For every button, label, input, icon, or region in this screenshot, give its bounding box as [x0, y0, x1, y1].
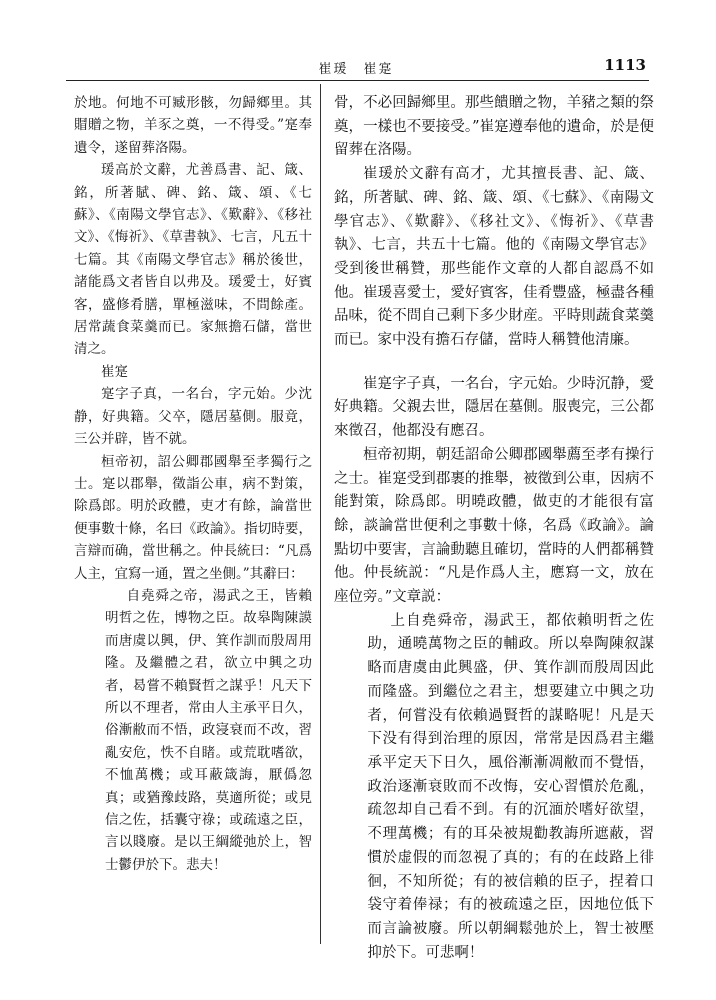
page-header — [66, 56, 646, 78]
page-number: 1113 — [604, 56, 646, 74]
translation-quotation: 上自堯舜帝，湯武王，都依賴明哲之佐助，通曉萬物之臣的輔政。所以皋陶陳叙謀略而唐虞由此興盛，伊、箕作訓而殷周因此而隆盛。到繼位之君主，想要建立中興之功者，何嘗没有依賴過賢哲的謀略呢！凡是天下没有得到治理的原因，常常是因爲君主繼承平定天下日久，風俗漸漸凋敝而不覺悟，政治逐漸衰敗而不改悔，安心習慣於危亂，疏忽却自己看不到。有的沉湎於嗜好欲望，不理萬機；有的耳朵被規勸教誨所遮蔽，習慣於虚假的而忽視了真的；有的在歧路上徘徊，不知所從；有的被信賴的臣子，捏着口袋守着俸禄；有的被疏遠之臣，因地位低下而言論被廢。所以朝綱鬆弛於上，智士被壓抑於下。可悲啊！ — [367, 612, 654, 961]
translation-paragraph-1: 骨，不必回歸鄉里。那些饋贈之物，羊豬之類的祭奠，一樣也不要接受。”崔寔遵奉他的遺命，於是便留葬在洛陽。 — [334, 95, 654, 159]
original-paragraph-3: 寔字子真，一名台，字元始。少沈静，好典籍。父卒，隱居墓側。服竟，三公并辟，皆不就。 — [74, 386, 312, 448]
running-title: 崔瑗 崔寔 — [318, 62, 394, 77]
header-rule — [66, 80, 649, 81]
original-text-column — [74, 92, 312, 876]
translation-paragraph-3: 崔寔字子真，一名台，字元始。少時沉静，愛好典籍。父親去世，隱居在墓側。服喪完，三公都來徵召，他都没有應召。 — [334, 375, 654, 440]
section-heading: 崔寔 — [101, 363, 128, 380]
translation-paragraph-2: 崔瑗於文辭有高才，尤其擅長書、記、箴、銘，所著賦、碑、銘、箴、頌、《七蘇》、《南陽文學官志》、《歎辭》、《移社文》、《悔祈》、《草書執》、七言，共五十七篇。他的《南陽文學官志》受到後世稱贊，那些能作文章的人都自認爲不如他。崔瑗喜愛士，愛好賓客，佳肴豐盛，極盡各種品味，從不問自己剩下多少財産。平時則蔬食菜羹而已。家中没有擔石存儲，當時人稱贊他清廉。 — [334, 166, 654, 349]
original-paragraph-1: 於地。何地不可臧形骸，勿歸鄉里。其賵贈之物，羊豕之奠，一不得受。”寔奉遺令，遂留葬洛陽。 — [74, 95, 312, 156]
original-quotation: 自堯舜之帝，湯武之王，皆賴明哲之佐，博物之臣。故皋陶陳謨而唐虞以興，伊、箕作訓而殷周用隆。及繼體之君，欲立中興之功者，曷嘗不賴賢哲之謀乎！凡天下所以不理者，常由人主承平日久，俗漸敝而不悟，政寖衰而不改，習亂安危，怢不自睹。或荒耽嗜欲，不恤萬機；或耳蔽箴誨，厭僞忽真；或猶豫歧路，莫適所從；或見信之佐，括囊守祿；或疏遠之臣，言以賤廢。是以王綱縱弛於上，智士鬱伊於下。悲夫！ — [105, 587, 312, 873]
translation-column — [334, 92, 654, 965]
section-gap — [334, 353, 654, 373]
original-paragraph-4: 桓帝初，詔公卿郡國舉至孝獨行之士。寔以郡舉，徵詣公車，病不對策，除爲郎。明於政體，吏才有餘，論當世便事數十條，名曰《政論》。指切時要，言辯而确，當世稱之。仲長統曰：“凡爲人主，宜寫一通，置之坐側。”其辭曰： — [74, 453, 312, 582]
translation-paragraph-4: 桓帝初期，朝廷詔命公卿郡國舉薦至孝有操行之士。崔寔受到郡裹的推舉，被徵到公車，因病不能對策，除爲郎。明曉政體，做吏的才能很有富餘，談論當世便利之事數十條，名爲《政論》。論點切中要害，言論動聽且確切，當時的人們都稱贊他。仲長統説：“凡是作爲人主，應寫一文，放在座位旁。”文章説： — [334, 446, 654, 606]
original-paragraph-2: 瑗高於文辭，尤善爲書、記、箴、銘，所著賦、碑、銘、箴、頌、《七蘇》、《南陽文學官志》、《歎辭》、《移社文》、《悔祈》、《草書執》、七言，凡五十七篇。其《南陽文學官志》稱於後世，諸能爲文者皆自以弗及。瑗愛士，好賓客，盛修肴膳，單極滋味，不問餘產。居常蔬食菜羹而已。家無擔石儲，當世清之。 — [74, 162, 312, 358]
column-divider — [320, 84, 321, 944]
